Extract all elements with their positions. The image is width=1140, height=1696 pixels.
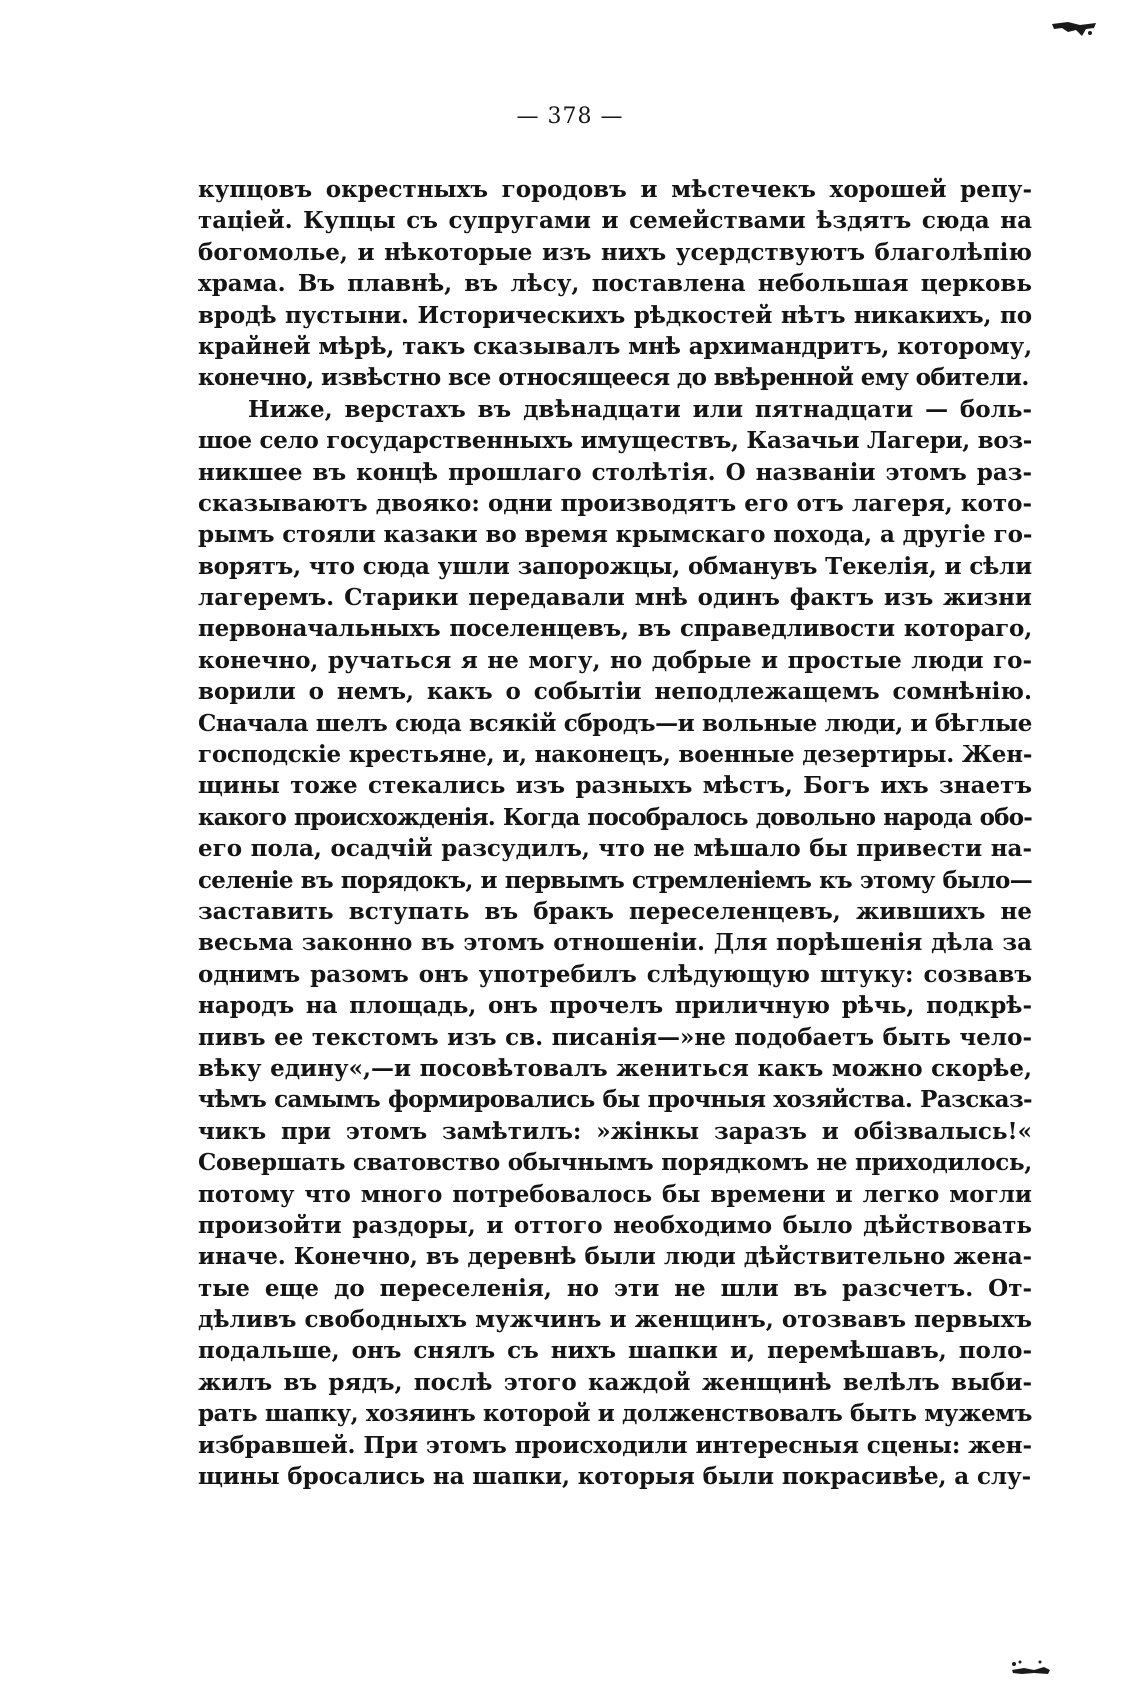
text-line: Совершать сватовство обычнымъ порядкомъ не приходилось, <box>198 1149 1032 1177</box>
text-line: богомолье, и нѣкоторые изъ нихъ усердствуютъ благолѣпію <box>198 238 1032 266</box>
text-line: никшее въ концѣ прошлаго столѣтія. О названіи этомъ раз- <box>198 458 1032 486</box>
text-line: рымъ стояли казаки во время крымскаго похода, а другіе го- <box>198 521 1032 549</box>
text-line: подальше, онъ снялъ съ нихъ шапки и, перемѣшавъ, поло- <box>198 1337 1032 1365</box>
text-line: рать шапку, хозяинъ которой и долженствовалъ быть мужемъ <box>198 1400 1032 1428</box>
text-line: господскіе крестьяне, и, наконецъ, военные дезертиры. Жен- <box>198 741 1032 769</box>
text-line: шое село государственныхъ имуществъ, Казачьи Лагери, воз- <box>198 427 1032 455</box>
text-line: селеніе въ порядокъ, и первымъ стремленіемъ къ этому было— <box>198 866 1032 894</box>
text-line: сказываютъ двояко: одни производятъ его отъ лагеря, кото- <box>198 489 1032 517</box>
text-line: храма. Въ плавнѣ, въ лѣсу, поставлена небольшая церковь <box>198 270 1032 298</box>
text-line: крайней мѣрѣ, такъ сказывалъ мнѣ архимандритъ, которому, <box>198 332 1032 360</box>
text-line: первоначальныхъ поселенцевъ, въ справедливости котораго, <box>198 615 1032 643</box>
text-line: чѣмъ самымъ формировались бы прочныя хозяйства. Разсказ- <box>198 1086 1032 1114</box>
text-line: Ниже, верстахъ въ двѣнадцати или пятнадцати — боль- <box>248 395 1032 423</box>
text-line: иначе. Конечно, въ деревнѣ были люди дѣйствительно жена- <box>198 1243 1032 1271</box>
text-line: купцовъ окрестныхъ городовъ и мѣстечекъ хорошей репу- <box>198 176 1032 203</box>
scan-artifact-icon <box>1050 20 1098 38</box>
scan-artifact-icon <box>1010 1658 1052 1676</box>
text-line: избравшей. При этомъ происходили интересныя сцены: жен- <box>198 1431 1032 1459</box>
text-line: чикъ при этомъ замѣтилъ: »жінкы заразъ и обізвалысь!« <box>198 1117 1032 1145</box>
text-line: пивъ ее текстомъ изъ св. писанія—»не подобаетъ быть чело- <box>198 1023 1032 1051</box>
text-line: дѣливъ свободныхъ мужчинъ и женщинъ, отозвавъ первыхъ <box>198 1306 1032 1334</box>
text-line: ворили о немъ, какъ о событіи неподлежащемъ сомнѣнію. <box>198 678 1032 706</box>
page-number: — 378 — <box>516 104 624 129</box>
text-line: однимъ разомъ онъ употребилъ слѣдующую штуку: созвавъ <box>198 960 1032 988</box>
text-line: Сначала шелъ сюда всякій сбродъ—и вольные люди, и бѣглые <box>198 709 1032 737</box>
text-line: весьма законно въ этомъ отношеніи. Для порѣшенія дѣла за <box>198 929 1032 957</box>
paragraph <box>198 174 1032 394</box>
text-line: произойти раздоры, и оттого необходимо было дѣйствовать <box>198 1211 1032 1239</box>
text-line: жилъ въ рядъ, послѣ этого каждой женщинѣ велѣлъ выби- <box>198 1368 1032 1396</box>
text-line: щины тоже стекались изъ разныхъ мѣстъ, Богъ ихъ знаетъ <box>198 772 1032 800</box>
text-line: тые еще до переселенія, но эти не шли въ разсчетъ. От- <box>198 1274 1032 1302</box>
text-line: ворятъ, что сюда ушли запорожцы, обманувъ Текелія, и сѣли <box>198 552 1032 580</box>
text-line: какого происхожденія. Когда пособралось довольно народа обо- <box>198 803 1032 831</box>
text-line: потому что много потребовалось бы времени и легко могли <box>198 1180 1032 1208</box>
text-line: вѣку едину«,—и посовѣтовалъ жениться какъ можно скорѣе, <box>198 1054 1032 1082</box>
text-line: лагеремъ. Старики передавали мнѣ одинъ фактъ изъ жизни <box>198 584 1032 612</box>
body-text <box>198 174 1032 1492</box>
paragraph <box>198 394 1032 1493</box>
text-line: конечно, ручаться я не могу, но добрые и простые люди го- <box>198 646 1032 674</box>
text-line: таціей. Купцы съ супругами и семействами ѣздятъ сюда на <box>198 207 1032 235</box>
text-line: народъ на площадь, онъ прочелъ приличную рѣчь, подкрѣ- <box>198 992 1032 1020</box>
text-line: его пола, осадчій разсудилъ, что не мѣшало бы привести на- <box>198 835 1032 863</box>
text-line: щины бросались на шапки, которыя были покрасивѣе, а слу- <box>198 1463 1032 1491</box>
text-line: вродѣ пустыни. Историческихъ рѣдкостей нѣтъ никакихъ, по <box>198 301 1032 329</box>
text-line: заставить вступать въ бракъ переселенцевъ, жившихъ не <box>198 897 1032 925</box>
text-line: конечно, извѣстно все относящееся до ввѣренной ему обители. <box>198 364 1029 392</box>
